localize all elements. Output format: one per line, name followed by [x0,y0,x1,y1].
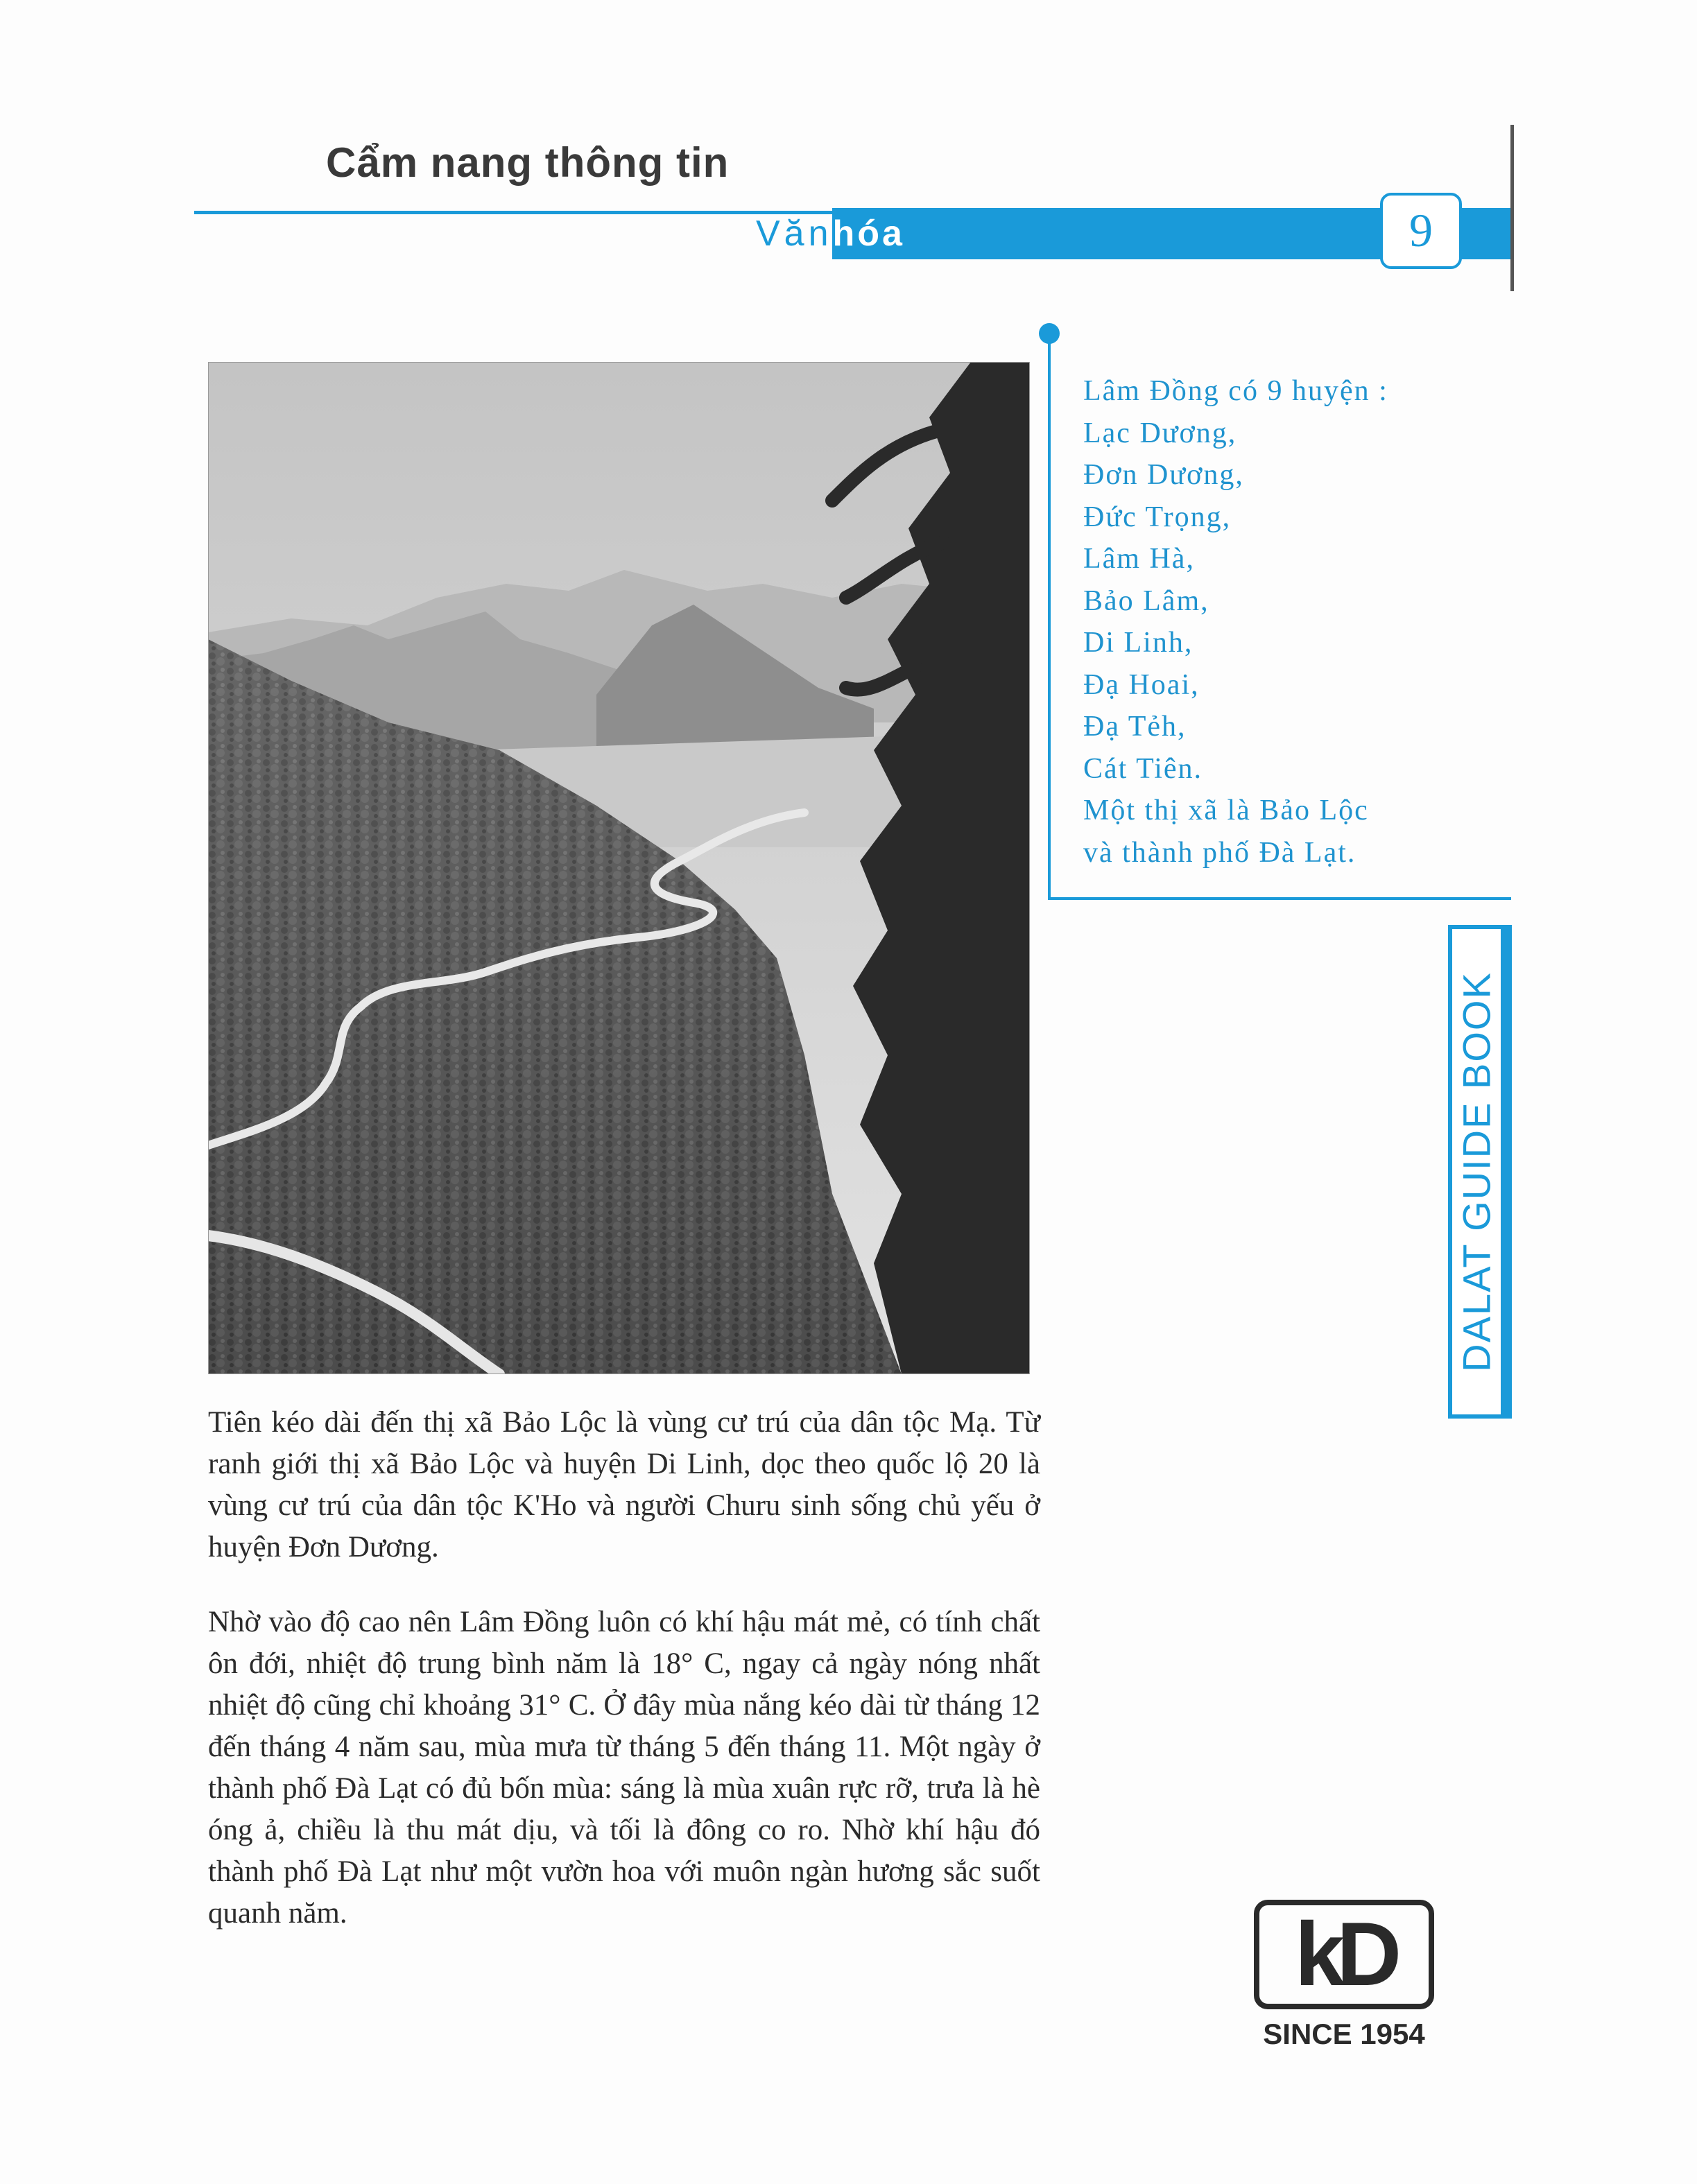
section-word-1: Văn [756,214,833,254]
logo-since-text: SINCE 1954 [1263,2018,1425,2050]
body-paragraph-1: Tiên kéo dài đến thị xã Bảo Lộc là vùng cư trú của dân tộc Mạ. Từ ranh giới thị xã Bảo Lộc và huyện Di Linh, dọc theo quốc lộ 20 là vùng cư trú của dân tộc K'Ho và người Churu sinh sống chủ yếu ở huyện Đơn Dương. [208,1406,1040,1563]
list-item: Đạ Tẻh, [1083,711,1187,743]
section-word-2: hóa [832,214,905,254]
list-item: Di Linh, [1083,627,1194,659]
list-item: Bảo Lâm, [1083,584,1209,617]
book-title: Cẩm nang thông tin [326,139,730,186]
list-item: Đơn Dương, [1083,459,1244,491]
page-number: 9 [1380,193,1462,269]
body-paragraph-2: Nhờ vào độ cao nên Lâm Đồng luôn có khí hậu mát mẻ, có tính chất ôn đới, nhiệt độ trung bình năm là 18° C, ngay cả ngày nóng nhất nhiệt độ cũng chỉ khoảng 31° C. Ở đây mùa nắng kéo dài từ tháng 12 đến tháng 4 năm sau, mùa mưa từ tháng 5 đến tháng 11. Một ngày ở thành phố Đà Lạt có đủ bốn mùa: sáng là mùa xuân rực rỡ, trưa là hè óng ả, chiều là thu mát dịu, và tối là đông co ro. Nhờ khí hậu đó thành phố Đà Lạt như một vườn hoa với muôn ngàn hương sắc suốt quanh năm. [208,1606,1040,1930]
publisher-logo [1254,1900,1434,2051]
list-item: Lâm Hà, [1083,543,1195,575]
district-list [1083,370,1388,874]
list-item: Cát Tiên. [1083,752,1203,785]
section-label [756,211,905,257]
page-edge-line [1510,125,1514,291]
vertical-label-band [1448,925,1512,1419]
logo-mark: kD [1254,1900,1434,2009]
list-item: Đạ Hoai, [1083,668,1200,701]
vertical-label: DALAT GUIDE BOOK [1454,971,1499,1372]
list-bottom-rule [1048,897,1511,900]
list-outro-line-1: Một thị xã là Bảo Lộc [1083,795,1369,826]
list-intro: Lâm Đồng có 9 huyện : [1083,375,1388,407]
list-item: Đức Trọng, [1083,501,1232,533]
list-item: Lạc Dương, [1083,417,1237,449]
landscape-photo [208,362,1030,1374]
list-vertical-rule [1048,340,1051,900]
list-outro-line-2: và thành phố Đà Lạt. [1083,836,1356,869]
